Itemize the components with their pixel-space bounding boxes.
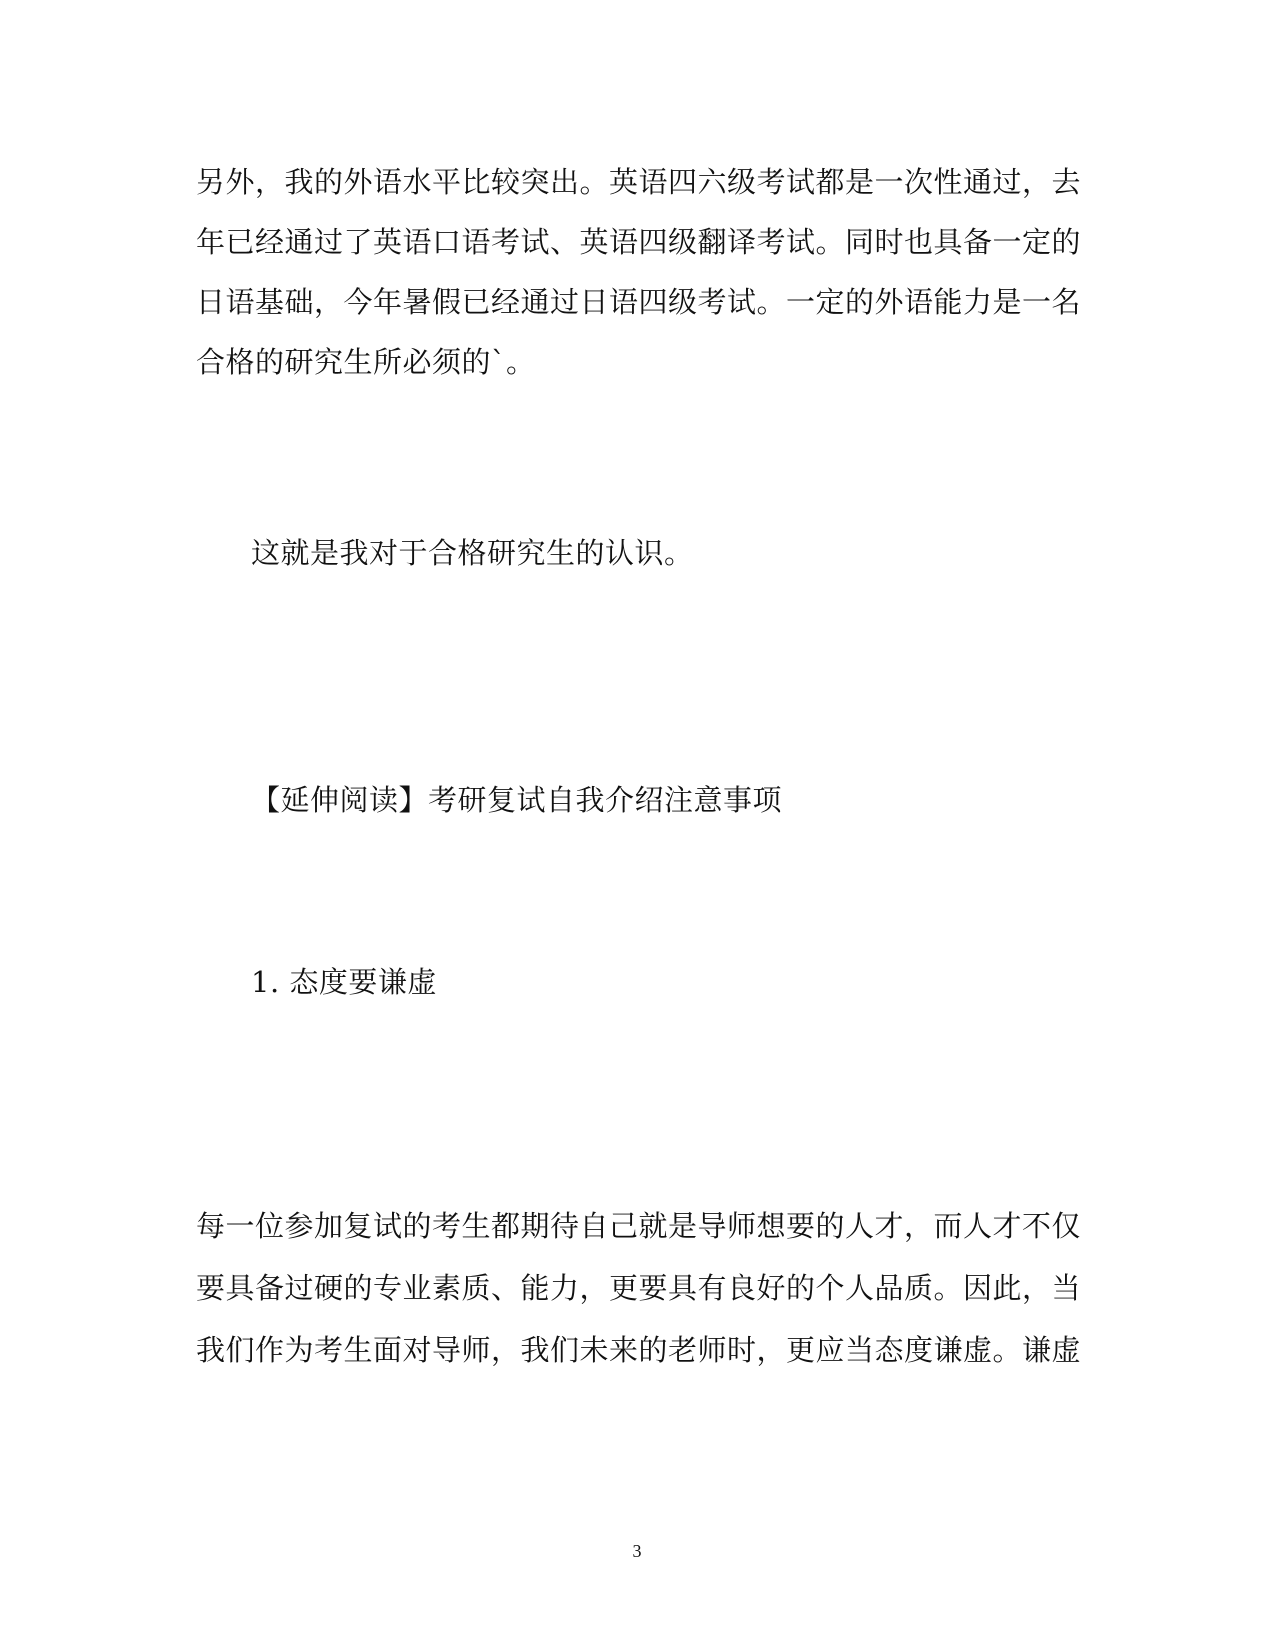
paragraph-1-line-2: 年已经通过了英语口语考试、英语四级翻译考试。同时也具备一定的 [196,225,1082,259]
paragraph-3-line-1: 每一位参加复试的考生都期待自己就是导师想要的人才，而人才不仅 [196,1209,1082,1243]
section-1-heading: 1. 态度要谦虚 [251,965,437,999]
paragraph-3-line-3: 我们作为考生面对导师，我们未来的老师时，更应当态度谦虚。谦虚 [196,1333,1082,1367]
paragraph-3-line-2: 要具备过硬的专业素质、能力，更要具有良好的个人品质。因此，当 [196,1271,1082,1305]
paragraph-1-line-3: 日语基础，今年暑假已经通过日语四级考试。一定的外语能力是一名 [196,285,1082,319]
paragraph-1-line-1: 另外，我的外语水平比较突出。英语四六级考试都是一次性通过，去 [196,165,1082,199]
extended-reading-heading: 【延伸阅读】考研复试自我介绍注意事项 [251,783,783,817]
page-number: 3 [632,1541,642,1561]
paragraph-1-line-4: 合格的研究生所必须的`。 [196,345,536,379]
paragraph-2: 这就是我对于合格研究生的认识。 [251,536,694,570]
